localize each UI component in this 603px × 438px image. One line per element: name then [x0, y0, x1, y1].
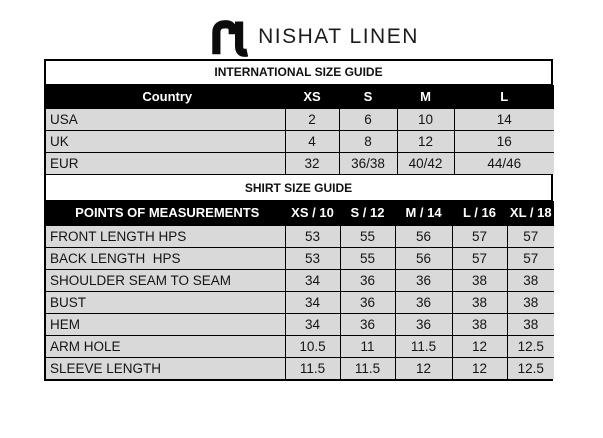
row-label: SHOULDER SEAM TO SEAM: [46, 269, 285, 291]
cell-value: 11: [340, 335, 395, 357]
table-row-bust: [46, 291, 554, 313]
cell-value: 53: [285, 247, 340, 269]
row-label: ARM HOLE: [46, 335, 285, 357]
column-header-points-of-measurements: POINTS OF MEASUREMENTS: [46, 201, 285, 225]
column-header-xl-18: XL / 18: [507, 201, 554, 225]
shirt-size-guide-title: SHIRT SIZE GUIDE: [46, 174, 551, 201]
table-row-hem: [46, 313, 554, 335]
table-row-sleeve-length: [46, 357, 554, 379]
cell-value: 14: [454, 108, 554, 130]
cell-value: 57: [507, 225, 554, 247]
cell-value: 34: [285, 269, 340, 291]
size-guide-sheet: [44, 59, 553, 381]
cell-value: 57: [452, 225, 507, 247]
cell-value: 38: [507, 291, 554, 313]
row-label: BUST: [46, 291, 285, 313]
column-header-s-12: S / 12: [340, 201, 395, 225]
table-row-back-length-hps: [46, 247, 554, 269]
table-row-uk: [46, 130, 554, 152]
cell-value: 57: [507, 247, 554, 269]
column-header-l-16: L / 16: [452, 201, 507, 225]
cell-value: 38: [452, 291, 507, 313]
table-row-front-length-hps: [46, 225, 554, 247]
cell-value: 38: [507, 269, 554, 291]
cell-value: 8: [339, 130, 397, 152]
cell-value: 36: [340, 291, 395, 313]
column-header-m-14: M / 14: [395, 201, 452, 225]
cell-value: 12: [397, 130, 454, 152]
cell-value: 12: [452, 335, 507, 357]
cell-value: 36: [395, 269, 452, 291]
column-header-xs: XS: [285, 85, 339, 108]
column-header-xs-10: XS / 10: [285, 201, 340, 225]
cell-value: 57: [452, 247, 507, 269]
row-label: HEM: [46, 313, 285, 335]
row-label: USA: [46, 108, 285, 130]
cell-value: 6: [339, 108, 397, 130]
cell-value: 12.5: [507, 335, 554, 357]
cell-value: 12.5: [507, 357, 554, 379]
row-label: UK: [46, 130, 285, 152]
cell-value: 16: [454, 130, 554, 152]
cell-value: 2: [285, 108, 339, 130]
column-header-country: Country: [46, 85, 285, 108]
cell-value: 11.5: [340, 357, 395, 379]
row-label: FRONT LENGTH HPS: [46, 225, 285, 247]
cell-value: 10.5: [285, 335, 340, 357]
row-label: EUR: [46, 152, 285, 174]
cell-value: 36: [340, 269, 395, 291]
shirt-size-guide-table: [46, 201, 554, 379]
brand-name: NISHAT LINEN: [258, 25, 419, 48]
cell-value: 12: [452, 357, 507, 379]
cell-value: 34: [285, 313, 340, 335]
cell-value: 44/46: [454, 152, 554, 174]
cell-value: 38: [452, 313, 507, 335]
cell-value: 32: [285, 152, 339, 174]
cell-value: 40/42: [397, 152, 454, 174]
cell-value: 36/38: [339, 152, 397, 174]
column-header-l: L: [454, 85, 554, 108]
cell-value: 36: [395, 291, 452, 313]
cell-value: 11.5: [395, 335, 452, 357]
table-row-eur: [46, 152, 554, 174]
table-row-arm-hole: [46, 335, 554, 357]
cell-value: 10: [397, 108, 454, 130]
brand-header: [0, 16, 603, 58]
column-header-s: S: [339, 85, 397, 108]
cell-value: 56: [395, 247, 452, 269]
cell-value: 36: [340, 313, 395, 335]
cell-value: 38: [452, 269, 507, 291]
row-label: SLEEVE LENGTH: [46, 357, 285, 379]
cell-value: 36: [395, 313, 452, 335]
row-label: BACK LENGTH HPS: [46, 247, 285, 269]
international-header-row: [46, 85, 554, 108]
cell-value: 34: [285, 291, 340, 313]
cell-value: 55: [340, 225, 395, 247]
international-size-guide-table: [46, 85, 554, 174]
cell-value: 12: [395, 357, 452, 379]
cell-value: 53: [285, 225, 340, 247]
shirt-header-row: [46, 201, 554, 225]
cell-value: 55: [340, 247, 395, 269]
cell-value: 56: [395, 225, 452, 247]
cell-value: 38: [507, 313, 554, 335]
cell-value: 4: [285, 130, 339, 152]
cell-value: 11.5: [285, 357, 340, 379]
column-header-m: M: [397, 85, 454, 108]
table-row-shoulder-seam-to-seam: [46, 269, 554, 291]
international-size-guide-title: INTERNATIONAL SIZE GUIDE: [46, 61, 551, 85]
table-row-usa: [46, 108, 554, 130]
nl-monogram-icon: [210, 17, 250, 57]
